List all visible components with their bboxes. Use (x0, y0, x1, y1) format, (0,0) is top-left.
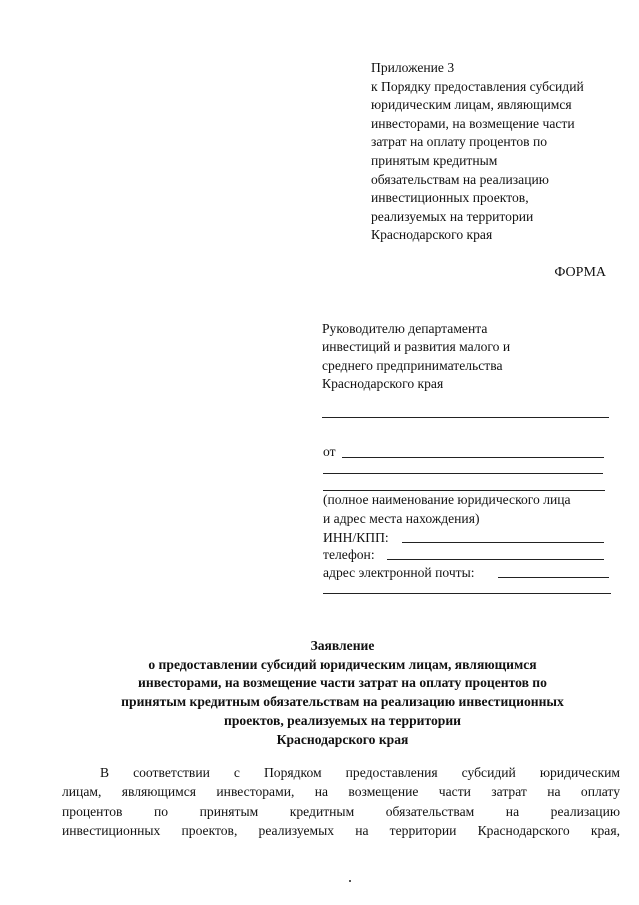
title-line: инвесторами, на возмещение части затрат на оплату процентов по (138, 675, 547, 691)
title-line: принятым кредитным обязательствам на реализацию инвестиционных (121, 694, 564, 710)
email-field-line[interactable] (498, 577, 609, 578)
addressee-line: Краснодарского края (322, 376, 444, 392)
appendix-header (371, 59, 611, 245)
phone-field-line[interactable] (387, 559, 604, 560)
statement-title (60, 637, 625, 749)
body-line: В соответствии с Порядком предоставления субсидий юридическим (100, 765, 620, 780)
title-line: о предоставлении субсидий юридическим лицам, являющимся (148, 656, 537, 672)
phone-label: телефон: (323, 547, 375, 562)
addressee-line: инвестиций и развития малого и (322, 339, 511, 355)
appendix-line: юридическим лицам, являющимся (371, 97, 572, 113)
addressee-name-line[interactable] (322, 417, 609, 418)
title-line: проектов, реализуемых на территории (224, 712, 461, 728)
body-line: инвестиционных проектов, реализуемых на территории Краснодарского края, (62, 822, 620, 838)
appendix-line: реализуемых на территории (371, 208, 534, 224)
inn-label: ИНН/КПП: (323, 530, 389, 545)
title-line: Заявление (310, 638, 375, 653)
addressee-block (322, 320, 622, 394)
scan-artifact (349, 880, 351, 882)
fullname-note: (полное наименование юридического лица (323, 492, 571, 507)
appendix-line: Краснодарского края (371, 227, 493, 243)
appendix-line: инвесторами, на возмещение части (371, 115, 575, 131)
appendix-line: обязательствам на реализацию (371, 171, 549, 187)
from-field-line-2[interactable] (323, 473, 603, 474)
fullname-note: и адрес места нахождения) (323, 511, 480, 526)
addressee-line: Руководителю департамента (322, 321, 488, 336)
from-field-line-3[interactable] (323, 490, 605, 491)
form-label: ФОРМА (554, 265, 606, 280)
appendix-line: принятым кредитным (371, 152, 498, 168)
appendix-line: Приложение 3 (371, 60, 455, 75)
addressee-line: среднего предпринимательства (322, 357, 503, 373)
appendix-line: к Порядку предоставления субсидий (371, 78, 584, 94)
body-line: процентов по принятым кредитным обязательствам на реализацию (62, 803, 620, 819)
email-label: адрес электронной почты: (323, 565, 475, 580)
from-field-line[interactable] (342, 457, 604, 458)
from-label: от (323, 444, 336, 459)
email-field-line-2[interactable] (323, 593, 611, 594)
appendix-line: инвестиционных проектов, (371, 190, 529, 206)
body-line: лицам, являющимся инвесторами, на возмещение части затрат на оплату (62, 784, 620, 800)
appendix-line: затрат на оплату процентов по (371, 134, 548, 150)
inn-field-line[interactable] (402, 542, 604, 543)
title-line: Краснодарского края (276, 731, 409, 747)
statement-body (62, 763, 620, 840)
